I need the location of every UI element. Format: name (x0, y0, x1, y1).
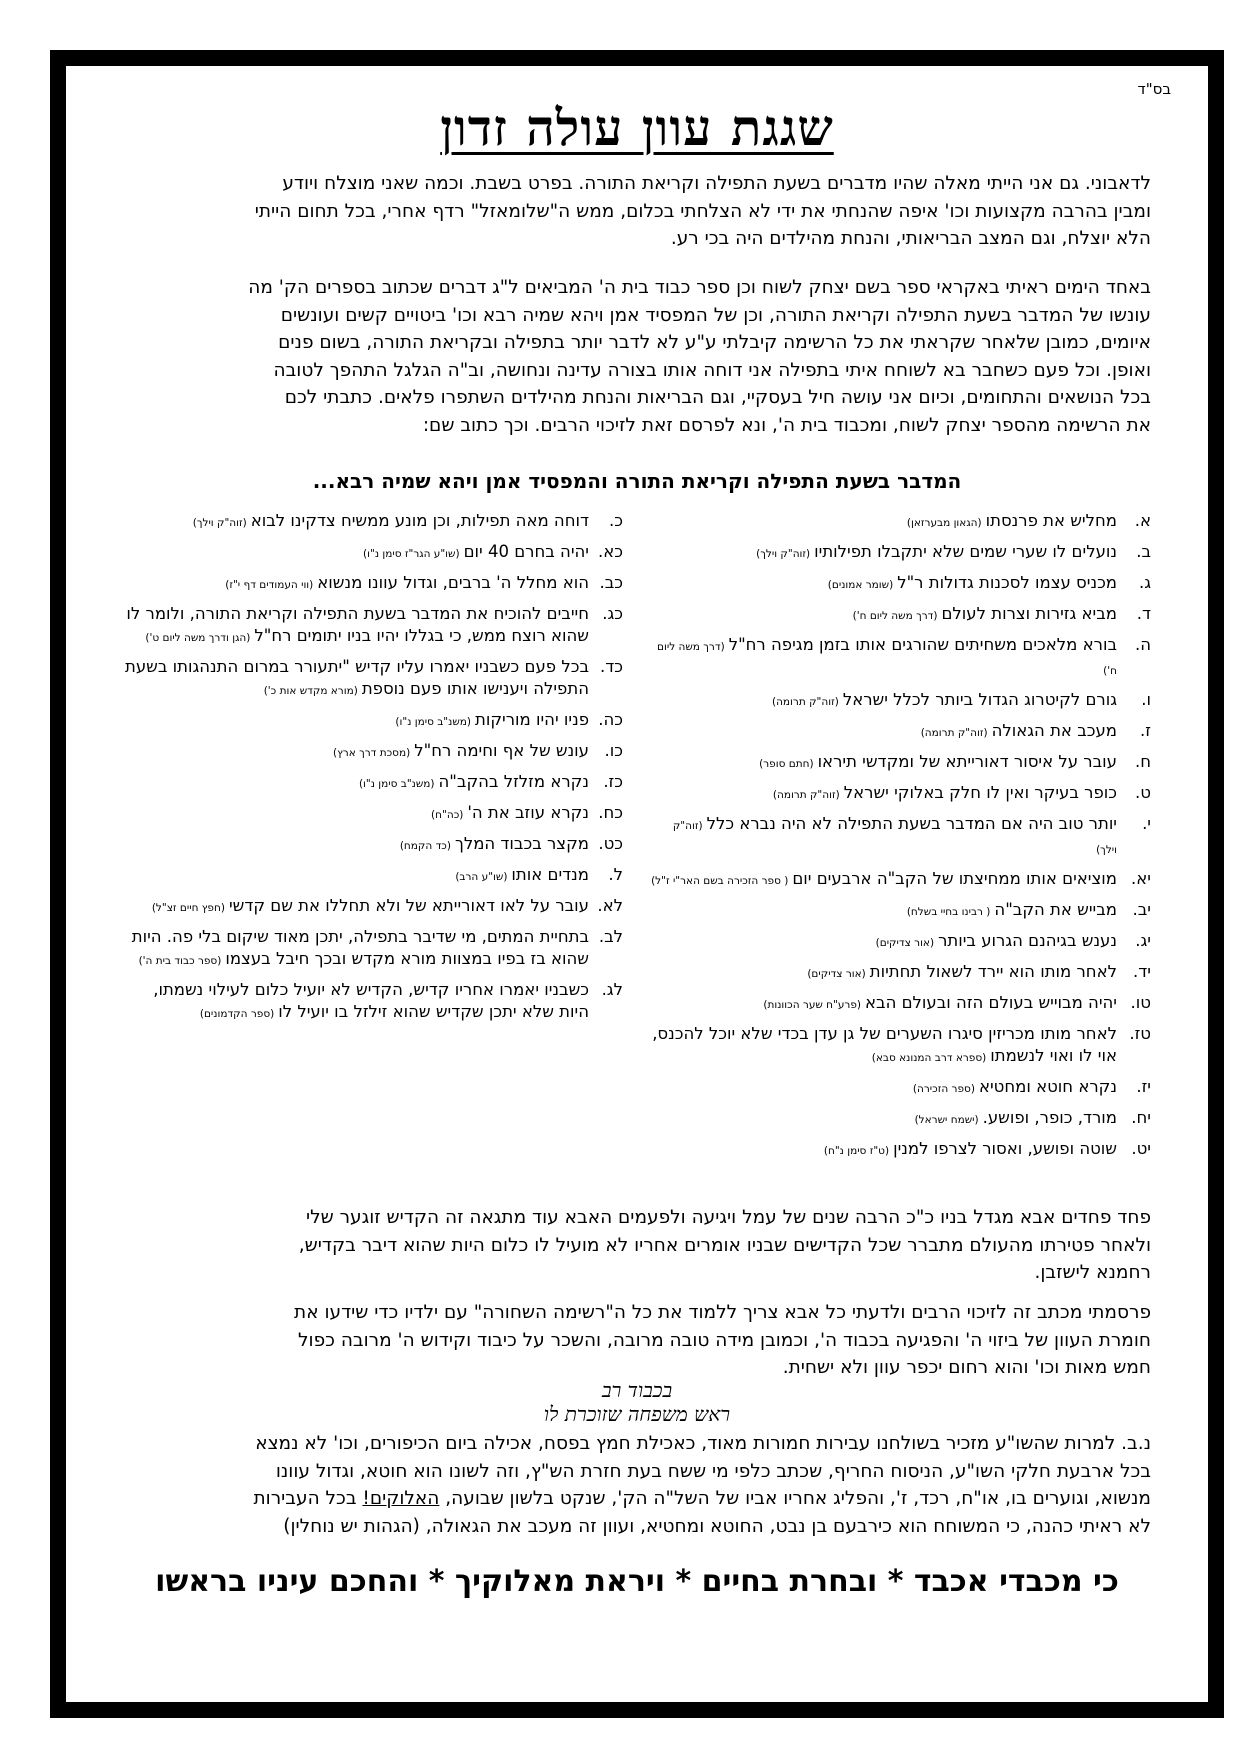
note-line-tail: בכל העבירות (253, 1488, 363, 1509)
intro-paragraph (123, 170, 1151, 253)
note-line (123, 1485, 1151, 1513)
list-item-text: חייבים להוכיח את המדבר בשעת התפילה וקריאת התורה, ולומר לו שהוא רוצח ממש, כי בגללו יהיו בניו יתומים רח"ל (126, 604, 589, 645)
list-item-number: ב. (1136, 542, 1151, 561)
list-item-text: הוא מחלל ה' ברבים, וגדול עוונו מנשוא (317, 573, 589, 592)
list-item-source: (משנ"ב סימן נ"ו) (395, 716, 471, 728)
list-item-number: ל. (608, 865, 623, 884)
list-item-number: יז. (1136, 1077, 1151, 1096)
list-item-source: (הגאון מבערזאן) (906, 517, 982, 529)
list-item-body (123, 541, 589, 565)
list-item-body (123, 709, 589, 733)
list-item (651, 1107, 1151, 1131)
list-item-text: עובר על לאו דאורייתא של ולא תחללו את שם קדשי (228, 896, 589, 915)
list-item-body (123, 771, 589, 795)
list-item-source: (מורא מקדש אות כ') (263, 685, 358, 697)
list-item (651, 899, 1151, 923)
list-item-number: לג. (601, 980, 623, 999)
list-item-body (651, 689, 1117, 713)
list-item-body (123, 864, 589, 888)
list-item-body (651, 751, 1117, 775)
list-item-source: (שומר אמונים) (827, 579, 894, 591)
list-item-body (651, 813, 1117, 861)
closing-line: פרסמתי מכתב זה לזיכוי הרבים ולדעתי כל אבא צריך ללמוד את כל ה"רשימה השחורה" עם ילדיו כדי שידעו את (294, 1302, 1151, 1323)
list-item (123, 926, 623, 972)
note-line-text: מנשוא, וגוערים בו, או"ח, רכד, ז', והפליג אחריו אביו של השל"ה הק', שנקט בלשון שבועה, (445, 1488, 1151, 1509)
list-item-body (123, 895, 589, 919)
list-item-source: (חפץ חיים זצ"ל) (151, 902, 225, 914)
list-item-number: כה. (598, 710, 623, 729)
list-item-number: כ. (609, 511, 623, 530)
list-item-number: ו. (1141, 690, 1151, 709)
list-item (651, 961, 1151, 985)
list-item-body (651, 992, 1117, 1016)
closing-line: ולאחר פטירתו מהעולם מתברר שכל הקדישים שבניו אומרים אחריו לא מועיל לו כלום היות שהוא דיבר בקדיש, (298, 1234, 1151, 1256)
signature-line-1: בכבוד רב (601, 1378, 673, 1402)
list-item-source: (ספר הקדמונים) (199, 1008, 275, 1020)
list-item-text: מבייש את הקב"ה (994, 900, 1117, 919)
list-item-body (651, 899, 1117, 923)
list-item-body (651, 603, 1117, 627)
list-item-number: יא. (1131, 869, 1151, 888)
list-item-number: כז. (603, 772, 623, 791)
list-item-number: כו. (604, 741, 623, 760)
list-item-body (123, 979, 589, 1025)
list-item (123, 572, 623, 596)
list-item-body (123, 926, 589, 972)
closing-line: פחד פחדים אבא מגדל בניו כ"כ הרבה שנים של עמל ויגיעה ולפעמים האבא עוד מתגאה זה הקדיש זוגער שלי (305, 1207, 1151, 1228)
closing-line: רחמנא לישזבן. (1034, 1262, 1151, 1283)
list-item-body (123, 740, 589, 764)
list-item (651, 572, 1151, 596)
list-item-number: ט. (1135, 783, 1151, 802)
list-item-number: יג. (1135, 931, 1151, 950)
list-item-source: ( ספר הזכירה בשם האר"י ז"ל) (651, 875, 789, 887)
list-item-source: (כה"ח) (431, 809, 464, 821)
list-item-text: עובר על איסור דאורייתא של ומקדשי תיראו (817, 752, 1117, 771)
list-item-source: (זוה"ק תרומה) (920, 727, 988, 739)
list-item-body (651, 634, 1117, 682)
list-item-body (651, 782, 1117, 806)
list-item-number: כא. (598, 542, 623, 561)
story-paragraph (123, 274, 1151, 439)
list-item (123, 541, 623, 565)
list-item-source: (זוה"ק תרומה) (771, 696, 839, 708)
list-item-body (651, 510, 1117, 534)
list-item-text: מורד, כופר, ופושע. (982, 1108, 1117, 1127)
list-item (123, 603, 623, 649)
closing-line: חמש מאות וכו' והוא רחום יכפר עוון ולא ישחית. (782, 1357, 1151, 1378)
punishments-list-right (651, 510, 1151, 1169)
list-item (651, 1138, 1151, 1162)
list-item-text: מחליש את פרנסתו (985, 511, 1117, 530)
list-item-text: בתחיית המתים, מי שדיבר בתפילה, יתכן מאוד שיקום בלי פה. היות שהוא בז בפיו במצוות מורא מקדש ובכך חיבל בעצמו (131, 927, 589, 968)
list-item-text: כשבניו יאמרו אחריו קדיש, הקדיש לא יועיל כלום לעילוי נשמתו, היות שלא יתכן שקדיש שהוא זילזל בו יועיל לו (153, 980, 589, 1021)
list-item-text: נקרא מזלזל בהקב"ה (438, 772, 589, 791)
note-line: נ.ב. למרות שהשו"ע מזכיר בשולחנו עבירות חמורות מאוד, כאכילת חמץ בפסח, אכילה ביום הכיפורים, וכו' לא נמצא (255, 1433, 1151, 1454)
list-item-number: ד. (1136, 604, 1151, 623)
list-item-text: מעכב את הגאולה (991, 721, 1117, 740)
bsd-mark: בס"ד (1137, 80, 1171, 98)
list-item (123, 740, 623, 764)
list-item-text: נקרא עוזב את ה' (467, 803, 589, 822)
list-item-number: כג. (602, 604, 623, 623)
list-item-source: (כד הקמח) (399, 840, 451, 852)
list-item-source: (דרך משה ליום ח') (657, 641, 1117, 677)
list-item-number: לא. (597, 896, 623, 915)
story-line: בכל הנושאים והתחומים, וכיום אני עושה חיל בעסקיי, וגם הבריאות והנחת מהילדים השתפרו פלאים. כתבתי לכם (284, 387, 1151, 408)
list-item-body (651, 930, 1117, 954)
list-item-source: (פרע"ח שער הכוונות) (763, 999, 862, 1011)
list-item (651, 541, 1151, 565)
story-line: איומים, כמובן שלאחר שקראתי את כל הרשימה קיבלתי ע"ע לא לדבר יותר בתפילה ובקריאת התורה, בשום פנים (278, 332, 1151, 353)
list-item-text: לאחר מותו מכריזין סיגרו השערים של גן עדן בכדי שלא יוכל להכנס, אוי לו ואוי לנשמתו (652, 1024, 1117, 1065)
list-item-source: (שו"ע הגר"ז סימן נ"ו) (363, 548, 460, 560)
list-item-source: (שו"ע הרב) (455, 871, 508, 883)
list-item-number: י. (1142, 814, 1151, 833)
list-item (651, 634, 1151, 682)
list-item-number: ה. (1134, 635, 1151, 654)
list-item-body (651, 541, 1117, 565)
list-item-text: מביא גזירות וצרות לעולם (941, 604, 1117, 623)
postscript-note (123, 1430, 1151, 1540)
list-item (651, 813, 1151, 861)
list-item-text: דוחה מאה תפילות, וכן מונע ממשיח צדקינו לבוא (250, 511, 589, 530)
list-item-text: נענש בגיהנם הגרוע ביותר (938, 931, 1117, 950)
list-item-body (123, 656, 589, 702)
list-item (651, 992, 1151, 1016)
closing-slogan: כי מכבדי אכבד * ובחרת בחיים * ויראת מאלוקיך * והחכם עיניו בראשו (155, 1564, 1119, 1599)
list-item-source: (אור צדיקים) (807, 968, 866, 980)
list-item (651, 1023, 1151, 1069)
list-item-text: עונש של אף וחימה רח"ל (414, 741, 589, 760)
page-frame (50, 50, 1224, 1718)
list-item-text: נועלים לו שערי שמים שלא יתקבלו תפילותיו (814, 542, 1117, 561)
closing-paragraph-1 (123, 1204, 1151, 1287)
list-item-number: ז. (1140, 721, 1151, 740)
list-item-body (651, 572, 1117, 596)
intro-line: הלא יוצלח, וגם המצב הבריאותי, והנחת מהילדים היה בכי רע. (670, 228, 1151, 249)
list-heading: המדבר בשעת התפילה וקריאת התורה והמפסיד אמן ויהא שמיה רבא... (312, 469, 962, 493)
list-item-body (651, 720, 1117, 744)
list-item-source: (חתם סופר) (759, 758, 814, 770)
signature-block (123, 1378, 1151, 1426)
list-item-body (651, 1107, 1117, 1131)
closing-line: חומרת העוון של ביזוי ה' והפגיעה בכבוד ה', וכמובן מידה טובה מרובה, והשכר על כיבוד וקידוש ה' מרובה כפול (298, 1329, 1151, 1351)
list-item (651, 782, 1151, 806)
list-item-text: גורם לקיטרוג הגדול ביותר לכלל ישראל (842, 690, 1117, 709)
list-item (123, 709, 623, 733)
list-item (123, 771, 623, 795)
list-item-number: כב. (599, 573, 623, 592)
list-item-number: יח. (1131, 1108, 1151, 1127)
list-item-source: (ספרא דרב המנונא סבא) (871, 1052, 987, 1064)
closing-paragraph-2 (123, 1299, 1151, 1382)
list-item-text: נקרא חוטא ומחטיא (978, 1077, 1117, 1096)
list-item-body (651, 868, 1117, 892)
list-item-text: כופר בעיקר ואין לו חלק באלוקי ישראל (843, 783, 1117, 802)
list-item-body (123, 603, 589, 649)
list-item-number: טו. (1130, 993, 1151, 1012)
list-item-source: (ספר הזכירה) (912, 1083, 975, 1095)
list-item-text: מקצר בכבוד המלך (454, 834, 589, 853)
list-item-number: יב. (1132, 900, 1151, 919)
list-item-text: פניו יהיו מוריקות (475, 710, 589, 729)
list-item-body (123, 833, 589, 857)
list-item-number: ח. (1134, 752, 1151, 771)
story-line: עונשו של המדבר בשעת התפילה וקריאת התורה, וכן של המפסיד אמן ויהא שמיה רבא וכו' ביטויים קשים ועונשים (280, 304, 1151, 326)
page-title-text: שגגת עוון עולה זדון (440, 98, 834, 157)
list-item-number: כד. (600, 657, 623, 676)
list-item-body (651, 1023, 1117, 1069)
list-item (651, 868, 1151, 892)
punishments-list-left (123, 510, 623, 1032)
list-item (651, 751, 1151, 775)
list-item (123, 864, 623, 888)
list-item (651, 603, 1151, 627)
list-item (123, 979, 623, 1025)
list-item-number: א. (1134, 511, 1151, 530)
list-item-source: (ישמח ישראל) (914, 1114, 979, 1126)
list-item-source: (מסכת דרך ארץ) (333, 747, 411, 759)
list-item-source: ( רבינו בחיי בשלח) (906, 906, 991, 918)
story-line: ואופן. וכל פעם כשחבר בא לשוחח איתי בתפילה אני דוחה אותו בצורה עדינה ונחושה, וב"ה הגלגל התהפך לטובה (273, 359, 1151, 381)
list-item (123, 656, 623, 702)
list-item (123, 802, 623, 826)
list-item-body (651, 961, 1117, 985)
note-line: לא ראיתי כהנה, כי המשוחח הוא כירבעם בן נבט, החוטא ומחטיא, ועוון זה מעכב את הגאולה, (הגהות יש נוחלין) (283, 1515, 1151, 1537)
list-item-text: מוציאים אותו ממחיצתו של הקב"ה ארבעים יום (792, 869, 1117, 888)
list-item-source: (הגן ודרך משה ליום ט') (145, 632, 251, 644)
list-item-text: מכניס עצמו לסכנות גדולות ר"ל (897, 573, 1117, 592)
list-item-source: (ווי העמודים דף י"ז) (225, 579, 314, 591)
list-item-source: (ט"ז סימן נ"ח) (823, 1145, 890, 1157)
list-item (651, 510, 1151, 534)
list-item-number: כט. (598, 834, 623, 853)
list-item-number: יד. (1133, 962, 1151, 981)
page-content (123, 66, 1171, 1702)
list-item-text: יהיה מבוייש בעולם הזה ובעולם הבא (865, 993, 1117, 1012)
list-item (651, 689, 1151, 713)
list-item-source: (זוה"ק וילך) (756, 548, 811, 560)
list-item-body (123, 510, 589, 534)
list-item-text: לאחר מותו הוא יירד לשאול תחתיות (869, 962, 1117, 981)
signature-line-2: ראש משפחה שזוכרת לו (543, 1402, 731, 1426)
list-item (651, 1076, 1151, 1100)
list-item (123, 895, 623, 919)
list-item (123, 510, 623, 534)
list-item-body (123, 572, 589, 596)
page-title (123, 98, 1151, 157)
story-line: את הרשימה מהספר יצחק לשוח, ומכבוד בית ה', ונא לפרסם זאת לזיכוי הרבים. וכך כתוב שם: (422, 414, 1151, 436)
list-item-number: כח. (598, 803, 623, 822)
list-item-source: (זוה"ק וילך) (672, 820, 1117, 856)
list-item-text: מנדים אותו (511, 865, 589, 884)
list-item-number: לב. (598, 927, 623, 946)
list-item-source: (זוה"ק וילך) (192, 517, 247, 529)
list-item-text: יהיה בחרם 40 יום (463, 542, 589, 561)
list-item-source: (ספר כבוד בית ה') (138, 955, 222, 967)
story-line: באחד הימים ראיתי באקראי ספר בשם יצחק לשוח וכן ספר כבוד בית ה' המביאים ל"ג דברים שכתוב בספרים הק' מה (248, 277, 1151, 298)
list-item-text: יותר טוב היה אם המדבר בשעת התפילה לא היה נברא כלל (706, 814, 1117, 833)
list-item (123, 833, 623, 857)
note-line: בכל ארבעת חלקי השו"ע, הניסוח החריף, שכתב כלפי מי ששח בעת חזרת הש"ץ, וזה לשונו הוא חוטא, וגדול עוונו (275, 1460, 1151, 1482)
list-item-number: יט. (1131, 1139, 1151, 1158)
list-item-number: ג. (1138, 573, 1151, 592)
list-item-text: בכל פעם כשבניו יאמרו עליו קדיש "יתעורר במרום התנהגותו בשעת התפילה ויענישו אותו פעם נוספת (124, 657, 589, 698)
list-item-source: (זוה"ק תרומה) (772, 789, 840, 801)
list-item-number: טז. (1129, 1024, 1151, 1043)
list-item-source: (אור צדיקים) (875, 937, 935, 949)
underlined-word: האלוקים! (362, 1488, 440, 1509)
intro-line: לדאבוני. גם אני הייתי מאלה שהיו מדברים בשעת התפילה וקריאת התורה. בפרט בשבת. וכמה שאני מוצלח ויודע (282, 173, 1151, 194)
list-item-text: שוטה ופושע, ואסור לצרפו למנין (893, 1139, 1117, 1158)
list-item-source: (דרך משה ליום ח') (852, 610, 938, 622)
list-item-body (123, 802, 589, 826)
list-item-source: (משנ"ב סימן נ"ו) (358, 778, 435, 790)
intro-line: ומבין בהרבה מקצועות וכו' איפה שהנחתי את ידי לא הצלחתי בכלום, ממש ה"שלומאזל" רדף אחרי, בכל תחום הייתי (254, 200, 1151, 222)
list-item-body (651, 1076, 1117, 1100)
list-item (651, 720, 1151, 744)
list-item-text: בורא מלאכים משחיתים שהורגים אותו בזמן מגיפה רח"ל (728, 635, 1117, 654)
list-item-body (651, 1138, 1117, 1162)
list-item (651, 930, 1151, 954)
